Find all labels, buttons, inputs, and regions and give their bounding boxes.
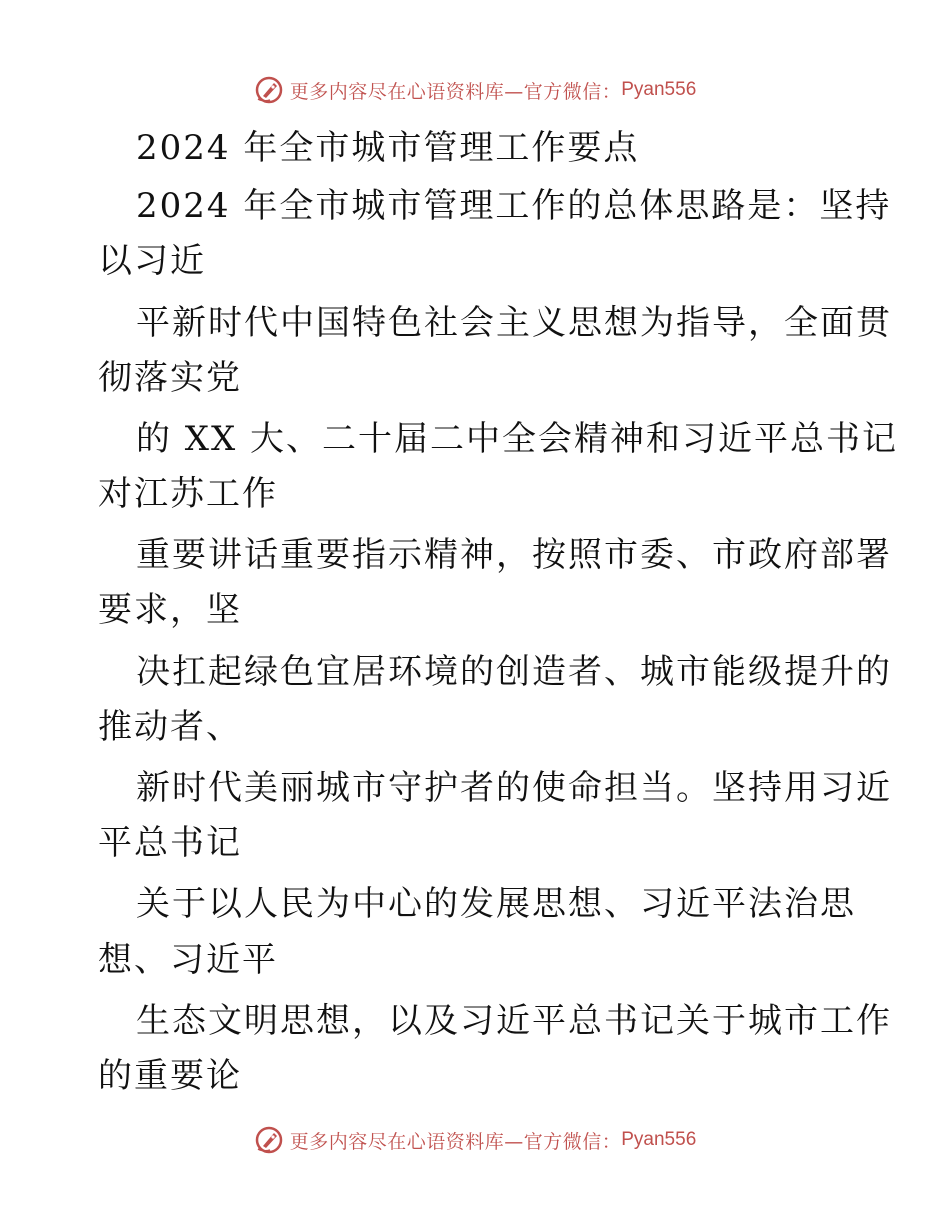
- document-title: 2024 年全市城市管理工作要点: [136, 128, 640, 168]
- header-banner: [0, 70, 950, 110]
- paragraph-line: 彻落实党: [98, 358, 242, 398]
- pen-nib-circle-icon: [254, 75, 284, 105]
- paragraph-line: 的重要论: [98, 1056, 242, 1096]
- paragraph-line: 对江苏工作: [98, 474, 278, 514]
- paragraph-line: 想、习近平: [98, 940, 278, 980]
- paragraph-line: 2024 年全市城市管理工作的总体思路是：坚持: [136, 186, 892, 226]
- paragraph-line: 的 XX 大、二十届二中全会精神和习近平总书记: [136, 419, 899, 459]
- paragraph-line: 决扛起绿色宜居环境的创造者、城市能级提升的: [136, 652, 892, 692]
- paragraph-line: 要求，坚: [98, 590, 242, 630]
- paragraph-line: 推动者、: [98, 707, 242, 747]
- paragraph-line: 新时代美丽城市守护者的使命担当。坚持用习近: [136, 768, 892, 808]
- header-banner-text: 更多内容尽在心语资料库—官方微信：: [289, 80, 622, 103]
- footer-banner-wechat-id: Pyan556: [621, 1129, 697, 1150]
- paragraph-line: 以习近: [98, 241, 206, 281]
- footer-banner: [0, 1120, 950, 1160]
- paragraph-line: 重要讲话重要指示精神，按照市委、市政府部署: [136, 535, 892, 575]
- footer-banner-text: 更多内容尽在心语资料库—官方微信：: [289, 1130, 622, 1153]
- header-banner-wechat-id: Pyan556: [621, 79, 697, 100]
- paragraph-line: 平新时代中国特色社会主义思想为指导，全面贯: [136, 303, 892, 343]
- pen-nib-circle-icon: [254, 1125, 284, 1155]
- paragraph-line: 生态文明思想，以及习近平总书记关于城市工作: [136, 1001, 892, 1041]
- paragraph-line: 平总书记: [98, 823, 242, 863]
- paragraph-line: 关于以人民为中心的发展思想、习近平法治思: [136, 884, 856, 924]
